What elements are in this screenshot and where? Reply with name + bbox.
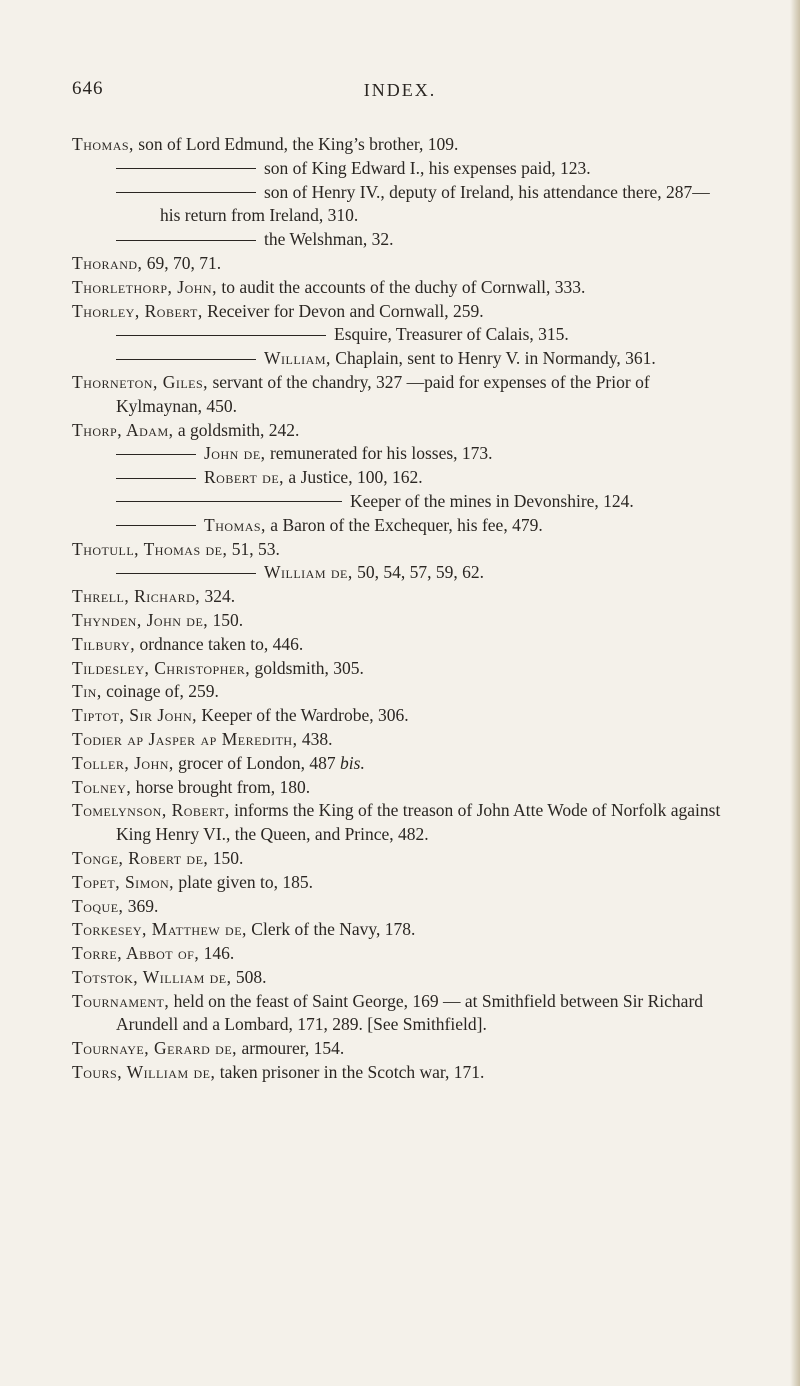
entry-text: to audit the accounts of the duchy of Cornwall, 333. <box>216 276 586 297</box>
entry-text: Esquire, Treasurer of Calais, 315. <box>334 324 569 345</box>
entry-text: Chaplain, sent to Henry V. in Normandy, 361. <box>330 348 656 369</box>
entry-head: Thorand, <box>72 252 143 273</box>
index-entry <box>72 538 722 562</box>
entry-text: 508. <box>231 966 267 987</box>
index-entry <box>72 942 722 966</box>
index-subentry <box>72 347 722 371</box>
entry-text: son of King Edward I., his expenses paid, 123. <box>264 157 591 178</box>
index-subentry <box>72 490 722 514</box>
index-entry <box>72 918 722 942</box>
index-entry <box>72 752 722 776</box>
entry-head: Thorneton, Giles, <box>72 371 209 392</box>
entry-text: a goldsmith, 242. <box>173 419 300 440</box>
entry-text: held on the feast of Saint George, 169 — at Smithfield between Sir Richard Arundell and a Lombard, 171, 289. [See Smithfield]. <box>116 990 704 1035</box>
index-entry <box>72 799 722 847</box>
index-entry <box>72 657 722 681</box>
entry-text: son of Lord Edmund, the King’s brother, 109. <box>133 134 459 154</box>
entry-text: Keeper of the mines in Devonshire, 124. <box>350 490 634 511</box>
entry-head: Tin, <box>72 681 102 702</box>
entry-head: Toque, <box>72 895 124 916</box>
entry-head: Thotull, Thomas de, <box>72 538 228 559</box>
entry-text: servant of the chandry, 327 —paid for expenses of the Prior of Kylmaynan, 450. <box>116 371 650 416</box>
entry-text: grocer of London, 487 <box>173 752 341 773</box>
index-subentry <box>72 323 722 347</box>
index-entry <box>72 1061 722 1085</box>
ditto-dash <box>116 359 256 360</box>
entry-head: Thorley, Robert, <box>72 300 203 321</box>
entry-text: remunerated for his losses, 173. <box>265 443 493 464</box>
ditto-dash <box>116 501 342 502</box>
index-subentry <box>72 561 722 585</box>
page-number: 646 <box>72 78 104 99</box>
index-entry <box>72 276 722 300</box>
entry-head: Tours, William de, <box>72 1062 216 1083</box>
entry-text: 150. <box>208 847 244 868</box>
index-subentry <box>72 181 722 229</box>
ditto-dash <box>116 240 256 241</box>
entry-head: Tomelynson, Robert, <box>72 800 230 821</box>
entry-head: Thomas, <box>204 514 266 535</box>
entry-text: 369. <box>123 895 159 916</box>
entry-head: Tonge, Robert de, <box>72 847 209 868</box>
entry-text: 438. <box>297 728 333 749</box>
entry-head: Thomas, <box>72 134 134 154</box>
entry-text: ordnance taken to, 446. <box>135 633 304 654</box>
entry-text: 51, 53. <box>227 538 280 559</box>
entry-head: Toller, John, <box>72 752 174 773</box>
ditto-dash <box>116 192 256 193</box>
entry-text: coinage of, 259. <box>101 681 219 702</box>
index-entry <box>72 252 722 276</box>
entry-text: Keeper of the Wardrobe, 306. <box>197 705 409 726</box>
index-entry <box>72 585 722 609</box>
index-entry <box>72 895 722 919</box>
entry-text: taken prisoner in the Scotch war, 171. <box>215 1062 485 1083</box>
index-entry <box>72 966 722 990</box>
entry-text: 50, 54, 57, 59, 62. <box>352 562 485 583</box>
ditto-dash <box>116 573 256 574</box>
index-entry <box>72 609 722 633</box>
ditto-dash <box>116 454 196 455</box>
index-entry <box>72 776 722 800</box>
entry-head: Thynden, John de, <box>72 609 209 630</box>
entry-head: Torre, Abbot of, <box>72 943 200 964</box>
entry-text: 150. <box>208 609 244 630</box>
index-entries <box>72 133 722 1085</box>
index-entry <box>72 1037 722 1061</box>
index-subentry <box>72 514 722 538</box>
entry-text: a Justice, 100, 162. <box>284 467 423 488</box>
entry-text: the Welshman, 32. <box>264 229 394 250</box>
entry-text: armourer, 154. <box>237 1038 345 1059</box>
index-entry <box>72 300 722 324</box>
index-entry <box>72 704 722 728</box>
entry-head: Torkesey, Matthew de, <box>72 919 247 940</box>
entry-head: Tiptot, Sir John, <box>72 705 198 726</box>
entry-head: Threll, Richard, <box>72 586 201 607</box>
entry-head: Todier ap Jasper ap Meredith, <box>72 728 298 749</box>
entry-head: Thorp, Adam, <box>72 419 174 440</box>
entry-head: John de, <box>204 443 266 464</box>
entry-text: Clerk of the Navy, 178. <box>246 919 416 940</box>
index-subentry <box>72 442 722 466</box>
entry-head: Robert de, <box>204 467 285 488</box>
entry-head: Tilbury, <box>72 633 136 654</box>
index-entry <box>72 728 722 752</box>
index-entry <box>72 680 722 704</box>
index-subentry <box>72 228 722 252</box>
ditto-dash <box>116 525 196 526</box>
index-entry <box>72 133 722 157</box>
ditto-dash <box>116 335 326 336</box>
entry-head: Tournaye, Gerard de, <box>72 1038 238 1059</box>
entry-text: informs the King of the treason of John Atte Wode of Norfolk against King Henry VI., the Queen, and Prince, 482. <box>116 800 721 845</box>
index-entry <box>72 847 722 871</box>
entry-head: Thorlethorp, John, <box>72 276 217 297</box>
ditto-dash <box>116 168 256 169</box>
page-title: INDEX. <box>363 80 437 100</box>
ditto-dash <box>116 478 196 479</box>
entry-text: a Baron of the Exchequer, his fee, 479. <box>265 514 543 535</box>
index-subentry <box>72 157 722 181</box>
entry-text: 324. <box>200 586 236 607</box>
page-edge <box>790 0 800 1386</box>
index-entry <box>72 633 722 657</box>
entry-text: Receiver for Devon and Cornwall, 259. <box>202 300 484 321</box>
entry-text: 146. <box>199 943 235 964</box>
index-entry <box>72 871 722 895</box>
entry-text: son of Henry IV., deputy of Ireland, his attendance there, 287—his return from Ireland, 310. <box>160 181 710 226</box>
entry-text: plate given to, 185. <box>174 871 314 892</box>
entry-head: William de, <box>264 562 353 583</box>
entry-head: William, <box>264 348 331 369</box>
running-head <box>0 78 800 108</box>
index-entry <box>72 419 722 443</box>
index-entry <box>72 371 722 419</box>
entry-head: Tournament, <box>72 990 170 1011</box>
entry-text: goldsmith, 305. <box>250 657 364 678</box>
index-entry <box>72 990 722 1038</box>
entry-head: Tildesley, Christopher, <box>72 657 251 678</box>
entry-text: 69, 70, 71. <box>142 252 222 273</box>
entry-head: Totstok, William de, <box>72 966 232 987</box>
entry-head: Topet, Simon, <box>72 871 175 892</box>
entry-head: Tolney, <box>72 776 132 797</box>
entry-text: horse brought from, 180. <box>131 776 311 797</box>
entry-italic: bis. <box>340 752 365 773</box>
index-subentry <box>72 466 722 490</box>
